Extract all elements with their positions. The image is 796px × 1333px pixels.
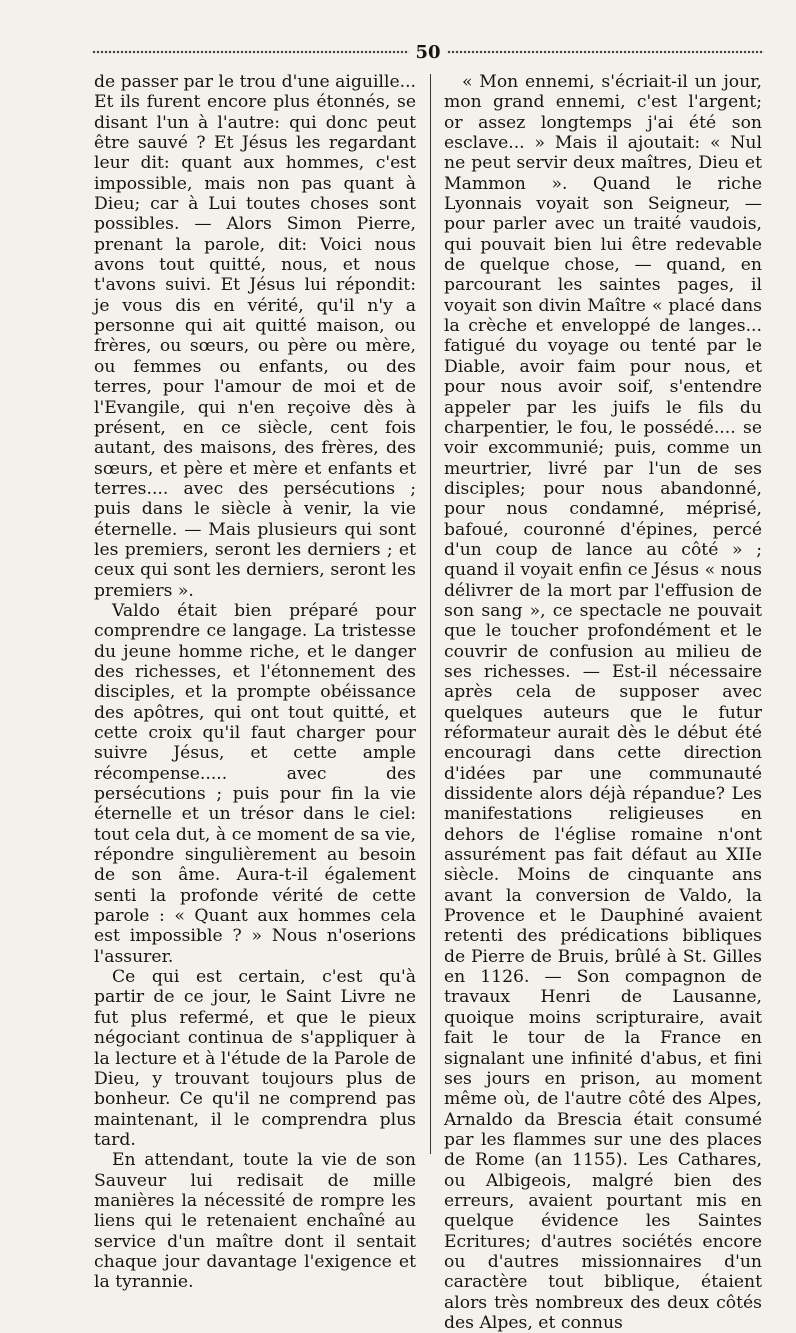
left-column bbox=[94, 72, 416, 1293]
page-number: 50 bbox=[415, 41, 441, 63]
page-header bbox=[92, 40, 764, 64]
paragraph: « Mon ennemi, s'écriait-il un jour, mon grand ennemi, c'est l'argent; or assez longtemps j'ai été son esclave... » Mais il ajoutait: « Nul ne peut servir deux maîtres, Dieu et Mammon ». Quand le riche Lyonnais voyait son Seigneur, — pour parler avec un traité vaudois, qui pouvait bien lui être redevable de quelque chose, — quand, en parcourant les saintes pages, il voyait son divin Maître « placé dans la crèche et enveloppé de langes... fatigué du voyage ou tenté par le Diable, avoir faim pour nous, et pour nous avoir soif, s'entendre appeler par les juifs le fils du charpentier, le fou, le possédé.... se voir excommunié; puis, comme un meurtrier, livré par l'un de ses disciples; pour nous abandonné, pour nous condamné, méprisé, bafoué, couronné d'épines, percé d'un coup de lance au côté » ; quand il voyait enfin ce Jésus « nous délivrer de la mort par l'effusion de son sang », ce spectacle ne pouvait que le toucher profondément et le couvrir de confusion au milieu de ses richesses. — Est-il nécessaire après cela de supposer avec quelques auteurs que le futur réformateur aurait dès le début été encouragi dans cette direction d'idées par une communauté dissidente alors déjà répandue? Les manifestations religieuses en dehors de l'église romaine n'ont assurément pas fait défaut au XIIe siècle. Moins de cinquante ans avant la conversion de Valdo, la Provence et le Dauphiné avaient retenti des prédications bibliques de Pierre de Bruis, brûlé à St. Gilles en 1126. — Son compagnon de travaux Henri de Lausanne, quoique moins scripturaire, avait fait le tour de la France en signalant une infinité d'abus, et fini ses jours en prison, au moment même où, de l'autre côté des Alpes, Arnaldo da Brescia était consumé par les flammes sur une des places de Rome (an 1155). Les Cathares, ou Albigeois, malgré bien des erreurs, avaient pourtant mis en quelque évidence les Saintes Ecritures; d'autres sociétés encore ou d'autres missionnaires d'un caractère tout biblique, étaient alors très nombreux des deux côtés des Alpes, et connus bbox=[444, 72, 762, 1333]
paragraph: Valdo était bien préparé pour comprendre ce langage. La tristesse du jeune homme riche, et le danger des richesses, et l'étonnement des disciples, et la prompte obéissance des apôtres, qui ont tout quitté, et cette croix qu'il faut charger pour suivre Jésus, et cette ample récompense..... avec des persécutions ; puis pour fin la vie éternelle et un trésor dans le ciel: tout cela dut, à ce moment de sa vie, répondre singulièrement au besoin de son âme. Aura-t-il également senti la profonde vérité de cette parole : « Quant aux hommes cela est impossible ? » Nous n'oserions l'assurer. bbox=[94, 600, 416, 967]
column-divider bbox=[430, 74, 431, 1154]
paragraph: de passer par le trou d'une aiguille... Et ils furent encore plus étonnés, se disant l'un à l'autre: qui donc peut être sauvé ? Et Jésus les regardant leur dit: quant aux hommes, c'est impossible, mais non pas quant à Dieu; car à Lui toutes choses sont possibles. — Alors Simon Pierre, prenant la parole, dit: Voici nous avons tout quitté, nous, et nous t'avons suivi. Et Jésus lui répondit: je vous dis en vérité, qu'il n'y a personne qui ait quitté maison, ou frères, ou sœurs, ou père ou mère, ou femmes ou enfants, ou des terres, pour l'amour de moi et de l'Evangile, qui n'en reçoive dès à présent, en ce siècle, cent fois autant, des maisons, des frères, des sœurs, et père et mère et enfants et terres.... avec des persécutions ; puis dans le siècle à venir, la vie éternelle. — Mais plusieurs qui sont les premiers, seront les derniers ; et ceux qui sont les derniers, seront les premiers ». bbox=[94, 72, 416, 601]
header-rule-left bbox=[92, 49, 409, 55]
header-rule-right bbox=[447, 49, 764, 55]
right-column bbox=[444, 72, 762, 1333]
paragraph: En attendant, toute la vie de son Sauveur lui redisait de mille manières la nécessité de rompre les liens qui le retenaient enchaîné au service d'un maître dont il sentait chaque jour davantage l'exigence et la tyrannie. bbox=[94, 1150, 416, 1293]
paragraph: Ce qui est certain, c'est qu'à partir de ce jour, le Saint Livre ne fut plus refermé, et que le pieux négociant continua de s'appliquer à la lecture et à l'étude de la Parole de Dieu, y trouvant toujours plus de bonheur. Ce qu'il ne comprend pas maintenant, il le comprendra plus tard. bbox=[94, 967, 416, 1150]
